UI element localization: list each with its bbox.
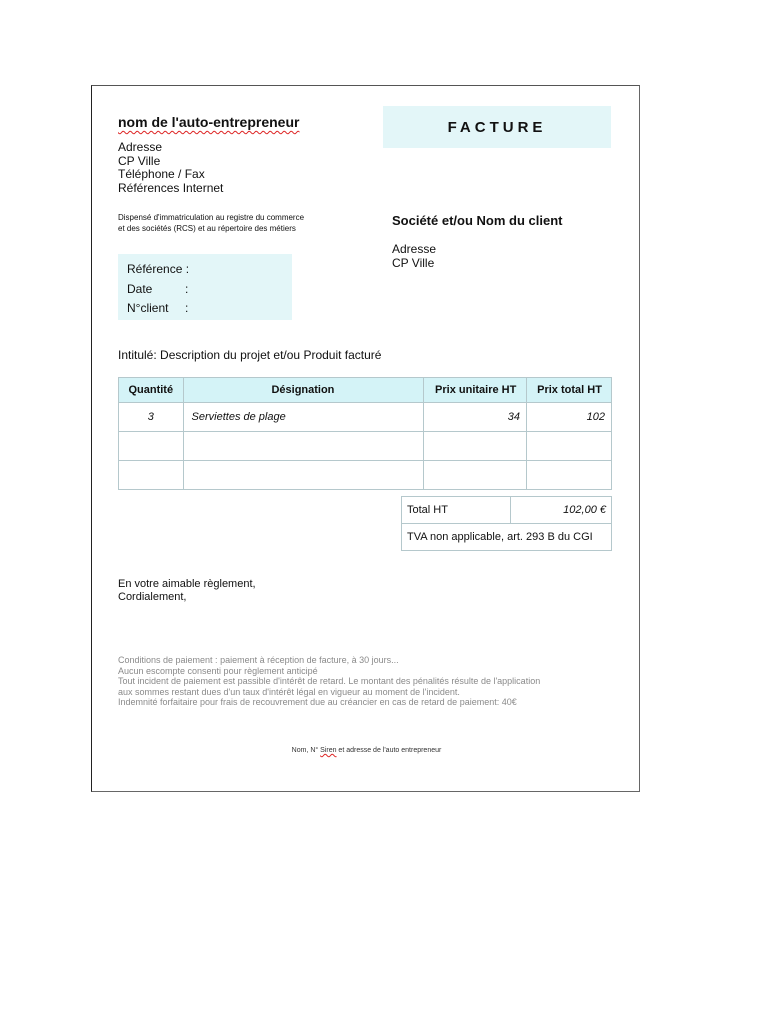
conditions-line-2: Aucun escompte consenti pour règlement anticipé — [118, 665, 318, 676]
sender-web: Références Internet — [118, 180, 224, 195]
page-footer — [92, 747, 641, 754]
reference-row — [127, 262, 189, 276]
cell-designation — [183, 432, 424, 461]
footer-suffix: et adresse de l'auto entrepreneur — [336, 747, 442, 754]
invoice-page — [91, 85, 640, 792]
dispense-line-1: Dispensé d'immatriculation au registre du commerce — [118, 213, 305, 222]
cell-quantity — [119, 432, 184, 461]
title-box — [383, 106, 611, 148]
tva-row — [402, 524, 612, 551]
payment-conditions — [118, 655, 618, 708]
reference-label: Référence : — [127, 262, 190, 276]
conditions-line-4: aux sommes restant dues d'un taux d'intérêt légal en vigueur au moment de l'incident. — [118, 686, 460, 697]
footer-prefix: Nom, N° — [291, 747, 319, 754]
table-row — [119, 403, 612, 432]
total-label: Total HT — [402, 497, 511, 524]
conditions-line-5: Indemnité forfaitaire pour frais de recouvrement due au créancier en cas de retard de paiement: 40€ — [118, 697, 517, 707]
client-address: Adresse — [392, 242, 437, 256]
closing-line-1: En votre aimable règlement, — [118, 578, 256, 590]
sender-phone: Téléphone / Fax — [118, 167, 205, 181]
dispense-note — [118, 212, 304, 234]
reference-box — [118, 254, 292, 320]
tva-note: TVA non applicable, art. 293 B du CGI — [402, 524, 612, 551]
items-table — [118, 377, 612, 490]
cell-unit-price — [424, 432, 527, 461]
cell-total-price — [527, 432, 612, 461]
cell-total-price: 102 — [527, 403, 612, 432]
date-row — [127, 282, 189, 296]
sender-name: nom de l'auto-entrepreneur — [118, 114, 300, 130]
cell-total-price — [527, 461, 612, 490]
client-name: Société et/ou Nom du client — [392, 213, 563, 228]
client-number-colon: : — [185, 301, 189, 315]
date-label: Date — [127, 282, 153, 296]
header-quantity: Quantité — [119, 378, 184, 403]
cell-designation — [183, 461, 424, 490]
table-row — [119, 461, 612, 490]
totals-table — [401, 496, 612, 551]
conditions-line-3: Tout incident de paiement est passible d'intérêt de retard. Le montant des pénalités résulte de l'application — [118, 676, 541, 686]
dispense-line-2: et des sociétés (RCS) et au répertoire des métiers — [118, 224, 296, 233]
total-row — [402, 497, 612, 524]
sender-details — [118, 141, 223, 195]
cell-quantity: 3 — [119, 403, 184, 432]
header-unit-price: Prix unitaire HT — [424, 378, 527, 403]
invoice-title: FACTURE — [447, 118, 547, 136]
sender-address: Adresse — [118, 140, 163, 154]
client-details — [392, 242, 436, 270]
closing-text — [118, 578, 256, 604]
cell-unit-price: 34 — [424, 403, 527, 432]
sender-city: CP Ville — [118, 153, 161, 168]
client-number-label: N°client — [127, 301, 169, 315]
cell-unit-price — [424, 461, 527, 490]
date-colon: : — [185, 282, 189, 296]
invoice-subject: Intitulé: Description du projet et/ou Produit facturé — [118, 348, 382, 362]
client-city: CP Ville — [392, 256, 435, 270]
header-designation: Désignation — [183, 378, 424, 403]
cell-designation: Serviettes de plage — [183, 403, 424, 432]
client-number-row — [127, 301, 189, 315]
footer-siren: Siren — [320, 747, 337, 754]
conditions-line-1: Conditions de paiement : paiement à réception de facture, à 30 jours... — [118, 655, 399, 665]
items-header-row — [119, 378, 612, 403]
cell-quantity — [119, 461, 184, 490]
closing-line-2: Cordialement, — [118, 591, 187, 603]
total-value: 102,00 € — [511, 497, 612, 524]
table-row — [119, 432, 612, 461]
header-total-price: Prix total HT — [527, 378, 612, 403]
